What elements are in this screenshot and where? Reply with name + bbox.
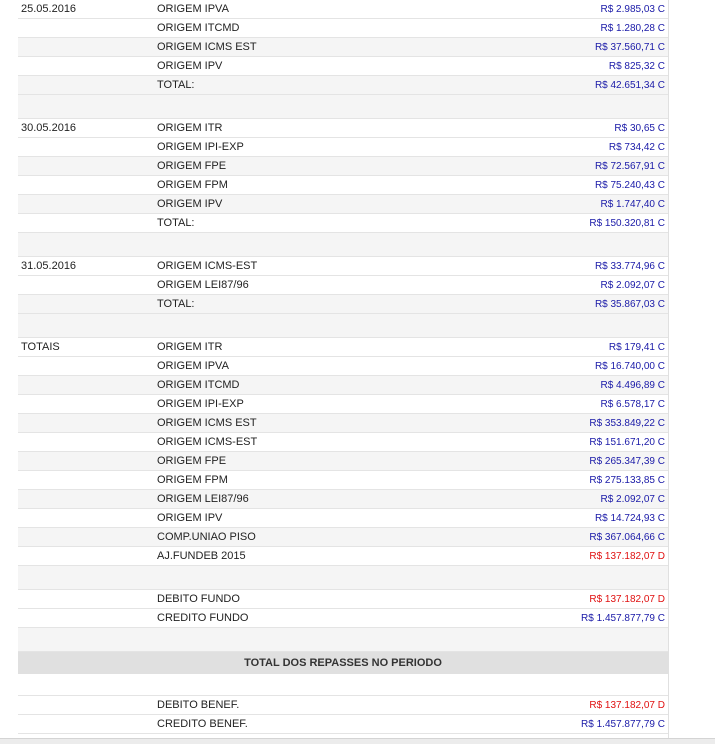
amount-value: R$ 35.867,03 C <box>594 298 665 310</box>
table-row <box>18 609 668 628</box>
table-row <box>18 295 668 314</box>
right-panel <box>668 0 715 744</box>
date-cell: 31.05.2016 <box>21 260 77 272</box>
amount-value: R$ 1.457.877,79 C <box>581 612 665 624</box>
amount-value: R$ 137.182,07 D <box>589 593 665 605</box>
amount-value: R$ 734,42 C <box>608 141 665 153</box>
origin-label: ORIGEM IPV <box>157 198 223 210</box>
origin-label: ORIGEM ITCMD <box>157 379 240 391</box>
amount-value: R$ 16.740,00 C <box>594 360 665 372</box>
origin-label: ORIGEM LEI87/96 <box>157 279 249 291</box>
origin-label: DEBITO FUNDO <box>157 593 240 605</box>
origin-label: ORIGEM ITR <box>157 122 223 134</box>
table-row <box>18 395 668 414</box>
table-row <box>18 471 668 490</box>
date-cell: TOTAIS <box>21 341 60 353</box>
amount-value: R$ 825,32 C <box>608 60 665 72</box>
origin-label: ORIGEM IPI-EXP <box>157 398 244 410</box>
origin-label: ORIGEM LEI87/96 <box>157 493 249 505</box>
origin-label: ORIGEM ICMS EST <box>157 417 257 429</box>
origin-label: TOTAL: <box>157 298 195 310</box>
origin-label: COMP.UNIAO PISO <box>157 531 256 543</box>
origin-label: ORIGEM ITCMD <box>157 22 240 34</box>
origin-label: ORIGEM ITR <box>157 341 223 353</box>
table-row <box>18 376 668 395</box>
date-cell: 25.05.2016 <box>21 3 77 15</box>
table-row <box>18 547 668 566</box>
table-row <box>18 38 668 57</box>
amount-value: R$ 4.496,89 C <box>600 379 665 391</box>
origin-label: ORIGEM IPI-EXP <box>157 141 244 153</box>
amount-value: R$ 42.651,34 C <box>594 79 665 91</box>
table-row <box>18 195 668 214</box>
origin-label: CREDITO FUNDO <box>157 612 249 624</box>
amount-value: R$ 137.182,07 D <box>589 550 665 562</box>
origin-label: ORIGEM FPM <box>157 474 228 486</box>
amount-value: R$ 72.567,91 C <box>594 160 665 172</box>
amount-value: R$ 6.578,17 C <box>600 398 665 410</box>
amount-value: R$ 265.347,39 C <box>589 455 665 467</box>
group-spacer <box>18 628 668 652</box>
origin-label: ORIGEM ICMS-EST <box>157 260 258 272</box>
origin-label: ORIGEM IPV <box>157 512 223 524</box>
amount-value: R$ 1.457.877,79 C <box>581 718 665 730</box>
origin-label: TOTAL: <box>157 217 195 229</box>
table-row <box>18 176 668 195</box>
table-row <box>18 490 668 509</box>
origin-label: ORIGEM FPE <box>157 160 227 172</box>
origin-label: TOTAL: <box>157 79 195 91</box>
origin-label: ORIGEM ICMS-EST <box>157 436 258 448</box>
amount-value: R$ 179,41 C <box>608 341 665 353</box>
table-row <box>18 590 668 609</box>
table-row <box>18 509 668 528</box>
amount-value: R$ 75.240,43 C <box>594 179 665 191</box>
table-row <box>18 276 668 295</box>
group-spacer <box>18 674 668 696</box>
origin-label: ORIGEM FPM <box>157 179 228 191</box>
group-spacer <box>18 314 668 338</box>
amount-value: R$ 151.671,20 C <box>589 436 665 448</box>
amount-value: R$ 353.849,22 C <box>589 417 665 429</box>
amount-value: R$ 275.133,85 C <box>589 474 665 486</box>
origin-label: CREDITO BENEF. <box>157 718 248 730</box>
amount-value: R$ 37.560,71 C <box>594 41 665 53</box>
group-spacer <box>18 95 668 119</box>
group-spacer <box>18 566 668 590</box>
repasses-report <box>18 0 668 734</box>
origin-label: DEBITO BENEF. <box>157 699 240 711</box>
table-row <box>18 157 668 176</box>
table-row <box>18 57 668 76</box>
date-cell: 30.05.2016 <box>21 122 77 134</box>
amount-value: R$ 2.985,03 C <box>600 3 665 15</box>
table-row <box>18 257 668 276</box>
origin-label: ORIGEM IPVA <box>157 360 229 372</box>
origin-label: AJ.FUNDEB 2015 <box>157 550 246 562</box>
table-row <box>18 433 668 452</box>
amount-value: R$ 367.064,66 C <box>589 531 665 543</box>
group-spacer <box>18 233 668 257</box>
amount-value: R$ 1.280,28 C <box>600 22 665 34</box>
table-row <box>18 696 668 715</box>
origin-label: ORIGEM IPV <box>157 60 223 72</box>
table-row <box>18 76 668 95</box>
amount-value: R$ 2.092,07 C <box>600 279 665 291</box>
table-row <box>18 214 668 233</box>
origin-label: ORIGEM ICMS EST <box>157 41 257 53</box>
table-row <box>18 414 668 433</box>
origin-label: ORIGEM IPVA <box>157 3 229 15</box>
amount-value: R$ 30,65 C <box>614 122 665 134</box>
amount-value: R$ 2.092,07 C <box>600 493 665 505</box>
table-row <box>18 19 668 38</box>
origin-label: ORIGEM FPE <box>157 455 227 467</box>
amount-value: R$ 14.724,93 C <box>594 512 665 524</box>
amount-value: R$ 1.747,40 C <box>600 198 665 210</box>
table-row <box>18 0 668 19</box>
table-row <box>18 138 668 157</box>
table-row <box>18 338 668 357</box>
table-row <box>18 119 668 138</box>
amount-value: R$ 33.774,96 C <box>594 260 665 272</box>
table-row <box>18 528 668 547</box>
amount-value: R$ 137.182,07 D <box>589 699 665 711</box>
horizontal-scrollbar[interactable] <box>0 738 715 744</box>
table-row <box>18 715 668 734</box>
table-row <box>18 452 668 471</box>
amount-value: R$ 150.320,81 C <box>589 217 665 229</box>
total-banner: TOTAL DOS REPASSES NO PERIODO <box>18 652 668 674</box>
table-row <box>18 357 668 376</box>
